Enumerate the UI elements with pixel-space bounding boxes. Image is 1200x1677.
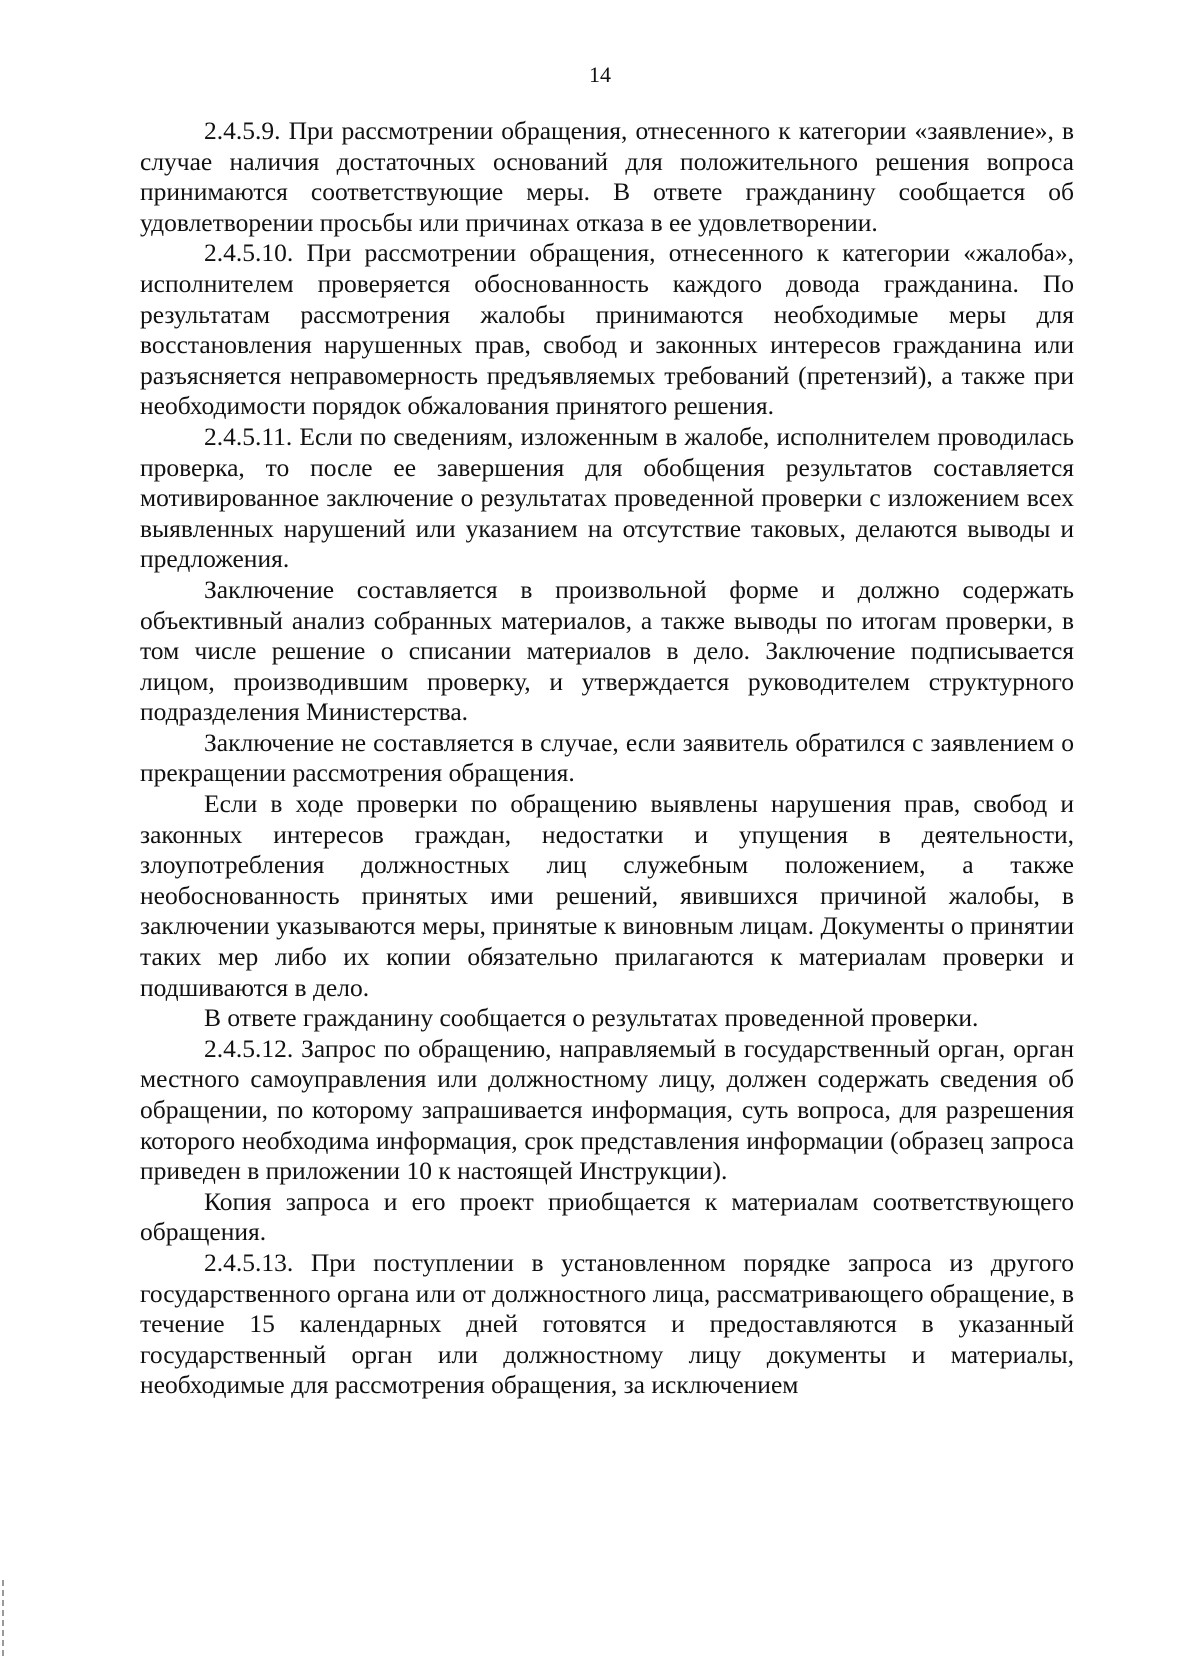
page-number: 14 — [589, 62, 611, 87]
paragraph-2-4-5-12: 2.4.5.12. Запрос по обращению, направляемый в государственный орган, орган местного самоуправления или должностному лицу, должен содержать сведения об обращении, по которому запрашивается информация, суть вопроса, для разрешения которого необходима информация, срок представления информации (образец запроса приведен в приложении 10 к настоящей Инструкции). — [140, 1033, 1074, 1186]
paragraph-2-4-5-11: 2.4.5.11. Если по сведениям, изложенным в жалобе, исполнителем проводилась проверка, то после ее завершения для обобщения результатов составляется мотивированное заключение о результатах проведенной проверки с изложением всех выявленных нарушений или указанием на отсутствие таковых, делаются выводы и предложения. — [140, 421, 1074, 574]
paragraph-2-4-5-13: 2.4.5.13. При поступлении в установленном порядке запроса из другого государственного органа или от должностного лица, рассматривающего обращение, в течение 15 календарных дней готовятся и предоставляются в указанный государственный орган или должностному лицу документы и материалы, необходимые для рассмотрения обращения, за исключением — [140, 1247, 1074, 1400]
scan-edge-mark — [2, 1580, 4, 1660]
paragraph-conclusion-not-drawn: Заключение не составляется в случае, если заявитель обратился с заявлением о прекращении рассмотрения обращения. — [140, 727, 1074, 788]
paragraph-conclusion-form: Заключение составляется в произвольной форме и должно содержать объективный анализ собранных материалов, а также выводы по итогам проверки, в том числе решение о списании материалов в дело. Заключение подписывается лицом, производившим проверку, и утверждается руководителем структурного подразделения Министерства. — [140, 574, 1074, 727]
paragraph-2-4-5-10: 2.4.5.10. При рассмотрении обращения, отнесенного к категории «жалоба», исполнителем проверяется обоснованность каждого довода гражданина. По результатам рассмотрения жалобы принимаются необходимые меры для восстановления нарушенных прав, свобод и законных интересов гражданина или разъясняется неправомерность предъявляемых требований (претензий), а также при необходимости порядок обжалования принятого решения. — [140, 238, 1074, 421]
paragraph-reply-to-citizen: В ответе гражданину сообщается о результатах проведенной проверки. — [204, 1003, 979, 1033]
paragraph-2-4-5-9: 2.4.5.9. При рассмотрении обращения, отнесенного к категории «заявление», в случае наличия достаточных оснований для положительного решения вопроса принимаются соответствующие меры. В ответе гражданину сообщается об удовлетворении просьбы или причинах отказа в ее удовлетворении. — [140, 116, 1074, 237]
paragraph-request-copy: Копия запроса и его проект приобщается к материалам соответствующего обращения. — [140, 1186, 1074, 1247]
document-body — [140, 116, 1074, 1401]
paragraph-violations-found: Если в ходе проверки по обращению выявлены нарушения прав, свобод и законных интересов граждан, недостатки и упущения в деятельности, злоупотребления должностных лиц служебным положением, а также необоснованность принятых ими решений, явившихся причиной жалобы, в заключении указываются меры, принятые к виновным лицам. Документы о принятии таких мер либо их копии обязательно прилагаются к материалам проверки и подшиваются в дело. — [140, 789, 1074, 1002]
